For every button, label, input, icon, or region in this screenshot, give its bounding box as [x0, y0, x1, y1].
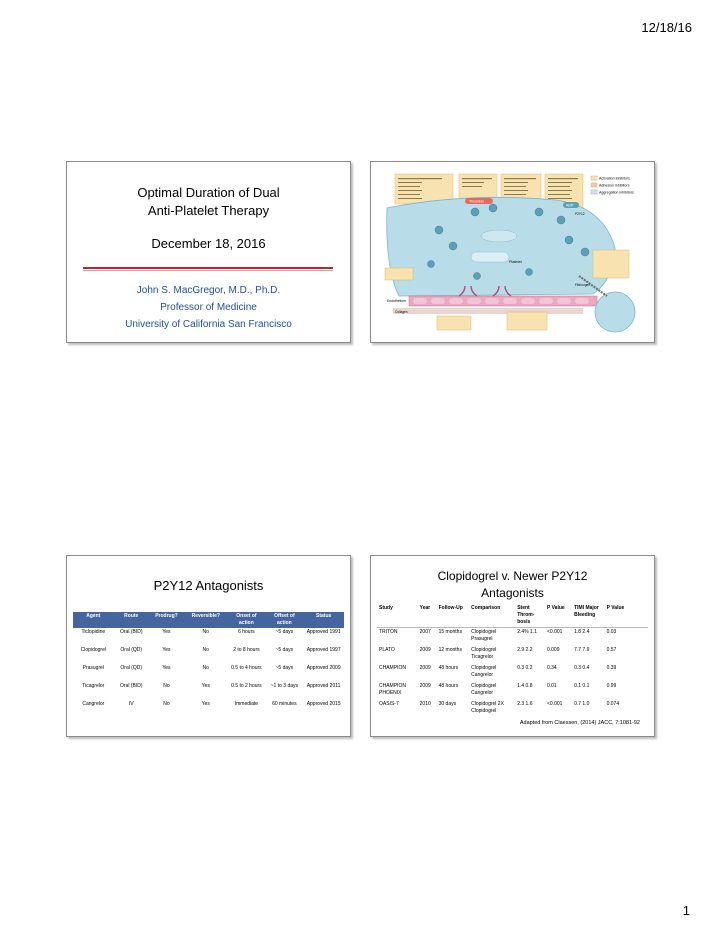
col-onset: Onset of action [227, 612, 265, 628]
col-year: Year [418, 604, 437, 628]
trial-comparison-table [377, 604, 648, 718]
cell: No [163, 683, 170, 689]
second-platelet [595, 292, 635, 332]
table-header-row [73, 612, 344, 628]
cell: No [163, 701, 170, 707]
cell: Yes [162, 665, 171, 671]
cell: 2010 [419, 701, 431, 707]
col-reversible: Reversible? [184, 612, 227, 628]
title-line-2: Antagonists [481, 586, 544, 600]
table-row [377, 700, 648, 718]
cell: 0.57 [606, 647, 617, 653]
cell: 2009 [419, 683, 431, 689]
cell: 0.39 [606, 665, 617, 671]
slide-platelet-diagram [370, 161, 655, 343]
cell: 0.7 1.0 [574, 701, 590, 707]
cell: 2009 [419, 647, 431, 653]
table-row [377, 628, 648, 647]
cell: 0.009 [546, 647, 560, 653]
cell: Immediate [234, 701, 259, 707]
collagen-label: Collagen [395, 310, 408, 314]
author-block [67, 282, 350, 333]
page-number: 1 [682, 903, 690, 918]
cell: Approved 2011 [306, 683, 341, 689]
cell: 48 hours [438, 683, 459, 689]
col-timi-bleeding: TIMI Major Bleeding [572, 604, 605, 628]
cell: 2007 [419, 629, 431, 635]
cell: 60 minutes [272, 701, 297, 707]
cell: Yes [201, 701, 210, 707]
platelet-label: Platelet [509, 260, 522, 264]
platelet-diagram [379, 168, 647, 336]
table-row [377, 646, 648, 664]
presentation-title [67, 184, 350, 220]
legend-adhesion: Adhesion inhibitors [599, 183, 630, 188]
cell: Prasugrel [82, 665, 105, 671]
slide-p2y12-antagonists [66, 555, 351, 737]
cell: 1.8 2.4 [574, 629, 590, 635]
cell: Approved 1991 [306, 629, 341, 635]
cell: Oral (BID) [120, 629, 143, 635]
cell: Clopidogrel Cangrelor [471, 683, 497, 696]
slide-clopidogrel-comparison [370, 555, 655, 737]
cell: Approved 1997 [306, 647, 341, 653]
title-line-1: Optimal Duration of Dual [137, 185, 280, 200]
col-p-value: P Value [545, 604, 572, 628]
endothelium-label: Endothelium [387, 299, 406, 303]
cell: 0.99 [606, 683, 617, 689]
title-line-2: Anti-Platelet Therapy [147, 203, 270, 218]
cell: No [202, 629, 209, 635]
cell: IV [128, 701, 134, 707]
col-comparison: Comparison [469, 604, 515, 628]
cell: 15 months [438, 629, 462, 635]
cell: Clopidogrel 2X Clopidogrel [471, 701, 504, 714]
p2y12-label: P2Y12 [575, 212, 585, 216]
cell: No [202, 665, 209, 671]
table-row [73, 700, 344, 718]
cell: Oral (BID) [120, 683, 143, 689]
cell: 2.3 1.6 [517, 701, 533, 707]
table-row [73, 664, 344, 682]
cell: Clopidogrel Cangrelor [471, 665, 497, 678]
author-institution: University of California San Francisco [125, 319, 292, 330]
legend-aggregation: Aggregation inhibitors [599, 190, 634, 195]
table-row [73, 628, 344, 646]
cell: Approved 2015 [306, 701, 341, 707]
table-row [377, 664, 648, 682]
cell: CHAMPION PHOENIX [379, 683, 406, 696]
col-route: Route [114, 612, 149, 628]
cell: Oral (QD) [120, 647, 143, 653]
cell: Yes [162, 647, 171, 653]
col-agent: Agent [73, 612, 114, 628]
cell: No [202, 647, 209, 653]
cell: 0.5 to 2 hours [231, 683, 262, 689]
title-divider-shadow [83, 270, 333, 271]
author-name: John S. MacGregor, M.D., Ph.D. [136, 285, 281, 296]
cell: 0.3 0.2 [517, 665, 533, 671]
cell: Clopidogrel Ticagrelor [471, 647, 497, 660]
table-row [377, 682, 648, 700]
col-p-value-2: P Value [605, 604, 648, 628]
col-study: Study [377, 604, 418, 628]
cell: 30 days [438, 701, 457, 707]
cell: Clopidogrel Prasugrel [471, 629, 497, 642]
p2y12-agents-table [73, 612, 344, 718]
col-follow-up: Follow-Up [437, 604, 470, 628]
col-offset: Offset of action [265, 612, 303, 628]
cell: 0.1 0.1 [574, 683, 590, 689]
cell: <0.001 [546, 629, 563, 635]
cell: Clopidogrel [80, 647, 106, 653]
cell: 0.5 to 4 hours [231, 665, 262, 671]
cell: Ticlopidine [81, 629, 106, 635]
cell: ~5 days [275, 629, 294, 635]
table-header-row [377, 604, 648, 628]
slide-title-comparison [371, 568, 654, 602]
cell: 2.9 2.2 [517, 647, 533, 653]
cell: ~1 to 3 days [270, 683, 299, 689]
cell: ~5 days [275, 665, 294, 671]
cell: 12 months [438, 647, 462, 653]
cell: Yes [201, 683, 210, 689]
cell: CHAMPION [379, 665, 406, 671]
author-position: Professor of Medicine [160, 302, 257, 313]
cell: Oral (QD) [120, 665, 143, 671]
col-prodrug: Prodrug? [149, 612, 184, 628]
cell: Yes [162, 629, 171, 635]
cell: 7.7 7.9 [574, 647, 590, 653]
cell: 6 hours [238, 629, 255, 635]
cell: OASIS-7 [379, 701, 399, 707]
cell: 0.01 [546, 683, 557, 689]
thrombin-label: Thrombin [469, 199, 485, 204]
cell: TRITON [379, 629, 398, 635]
title-divider [83, 267, 333, 269]
cell: Approved 2009 [306, 665, 341, 671]
cell: 2.4% 1.1 [517, 629, 537, 635]
citation: Adapted from Claessen, (2014) JACC, 7:1081-92 [519, 720, 640, 726]
cell: 0.3 0.4 [574, 665, 590, 671]
cell: 0.34 [546, 665, 557, 671]
table-row [73, 646, 344, 664]
cell: Cangrelor [82, 701, 105, 707]
cell: Ticagrelor [82, 683, 105, 689]
fibrinogen-label: Fibrinogen [575, 283, 591, 287]
col-stent-thrombosis: Stent Throm-bosis [515, 604, 545, 628]
slide-title [66, 161, 351, 343]
cell: 48 hours [438, 665, 459, 671]
cell: ~5 days [275, 647, 294, 653]
col-status: Status [303, 612, 344, 628]
slide-title-p2y12: P2Y12 Antagonists [153, 578, 264, 593]
cell: PLATO [379, 647, 395, 653]
cell: 2009 [419, 665, 431, 671]
table-row [73, 682, 344, 700]
cell: 0.03 [606, 629, 617, 635]
cell: 0.074 [606, 701, 620, 707]
cell: <0.001 [546, 701, 563, 707]
page-header-date: 12/18/16 [641, 20, 692, 35]
cell: 2 to 8 hours [233, 647, 260, 653]
adp-label: ADP [566, 203, 574, 208]
presentation-date: December 18, 2016 [151, 236, 266, 251]
legend-activation: Activation inhibitors [599, 176, 630, 181]
cell: 1.4 0.8 [517, 683, 533, 689]
title-line-1: Clopidogrel v. Newer P2Y12 [437, 569, 588, 583]
